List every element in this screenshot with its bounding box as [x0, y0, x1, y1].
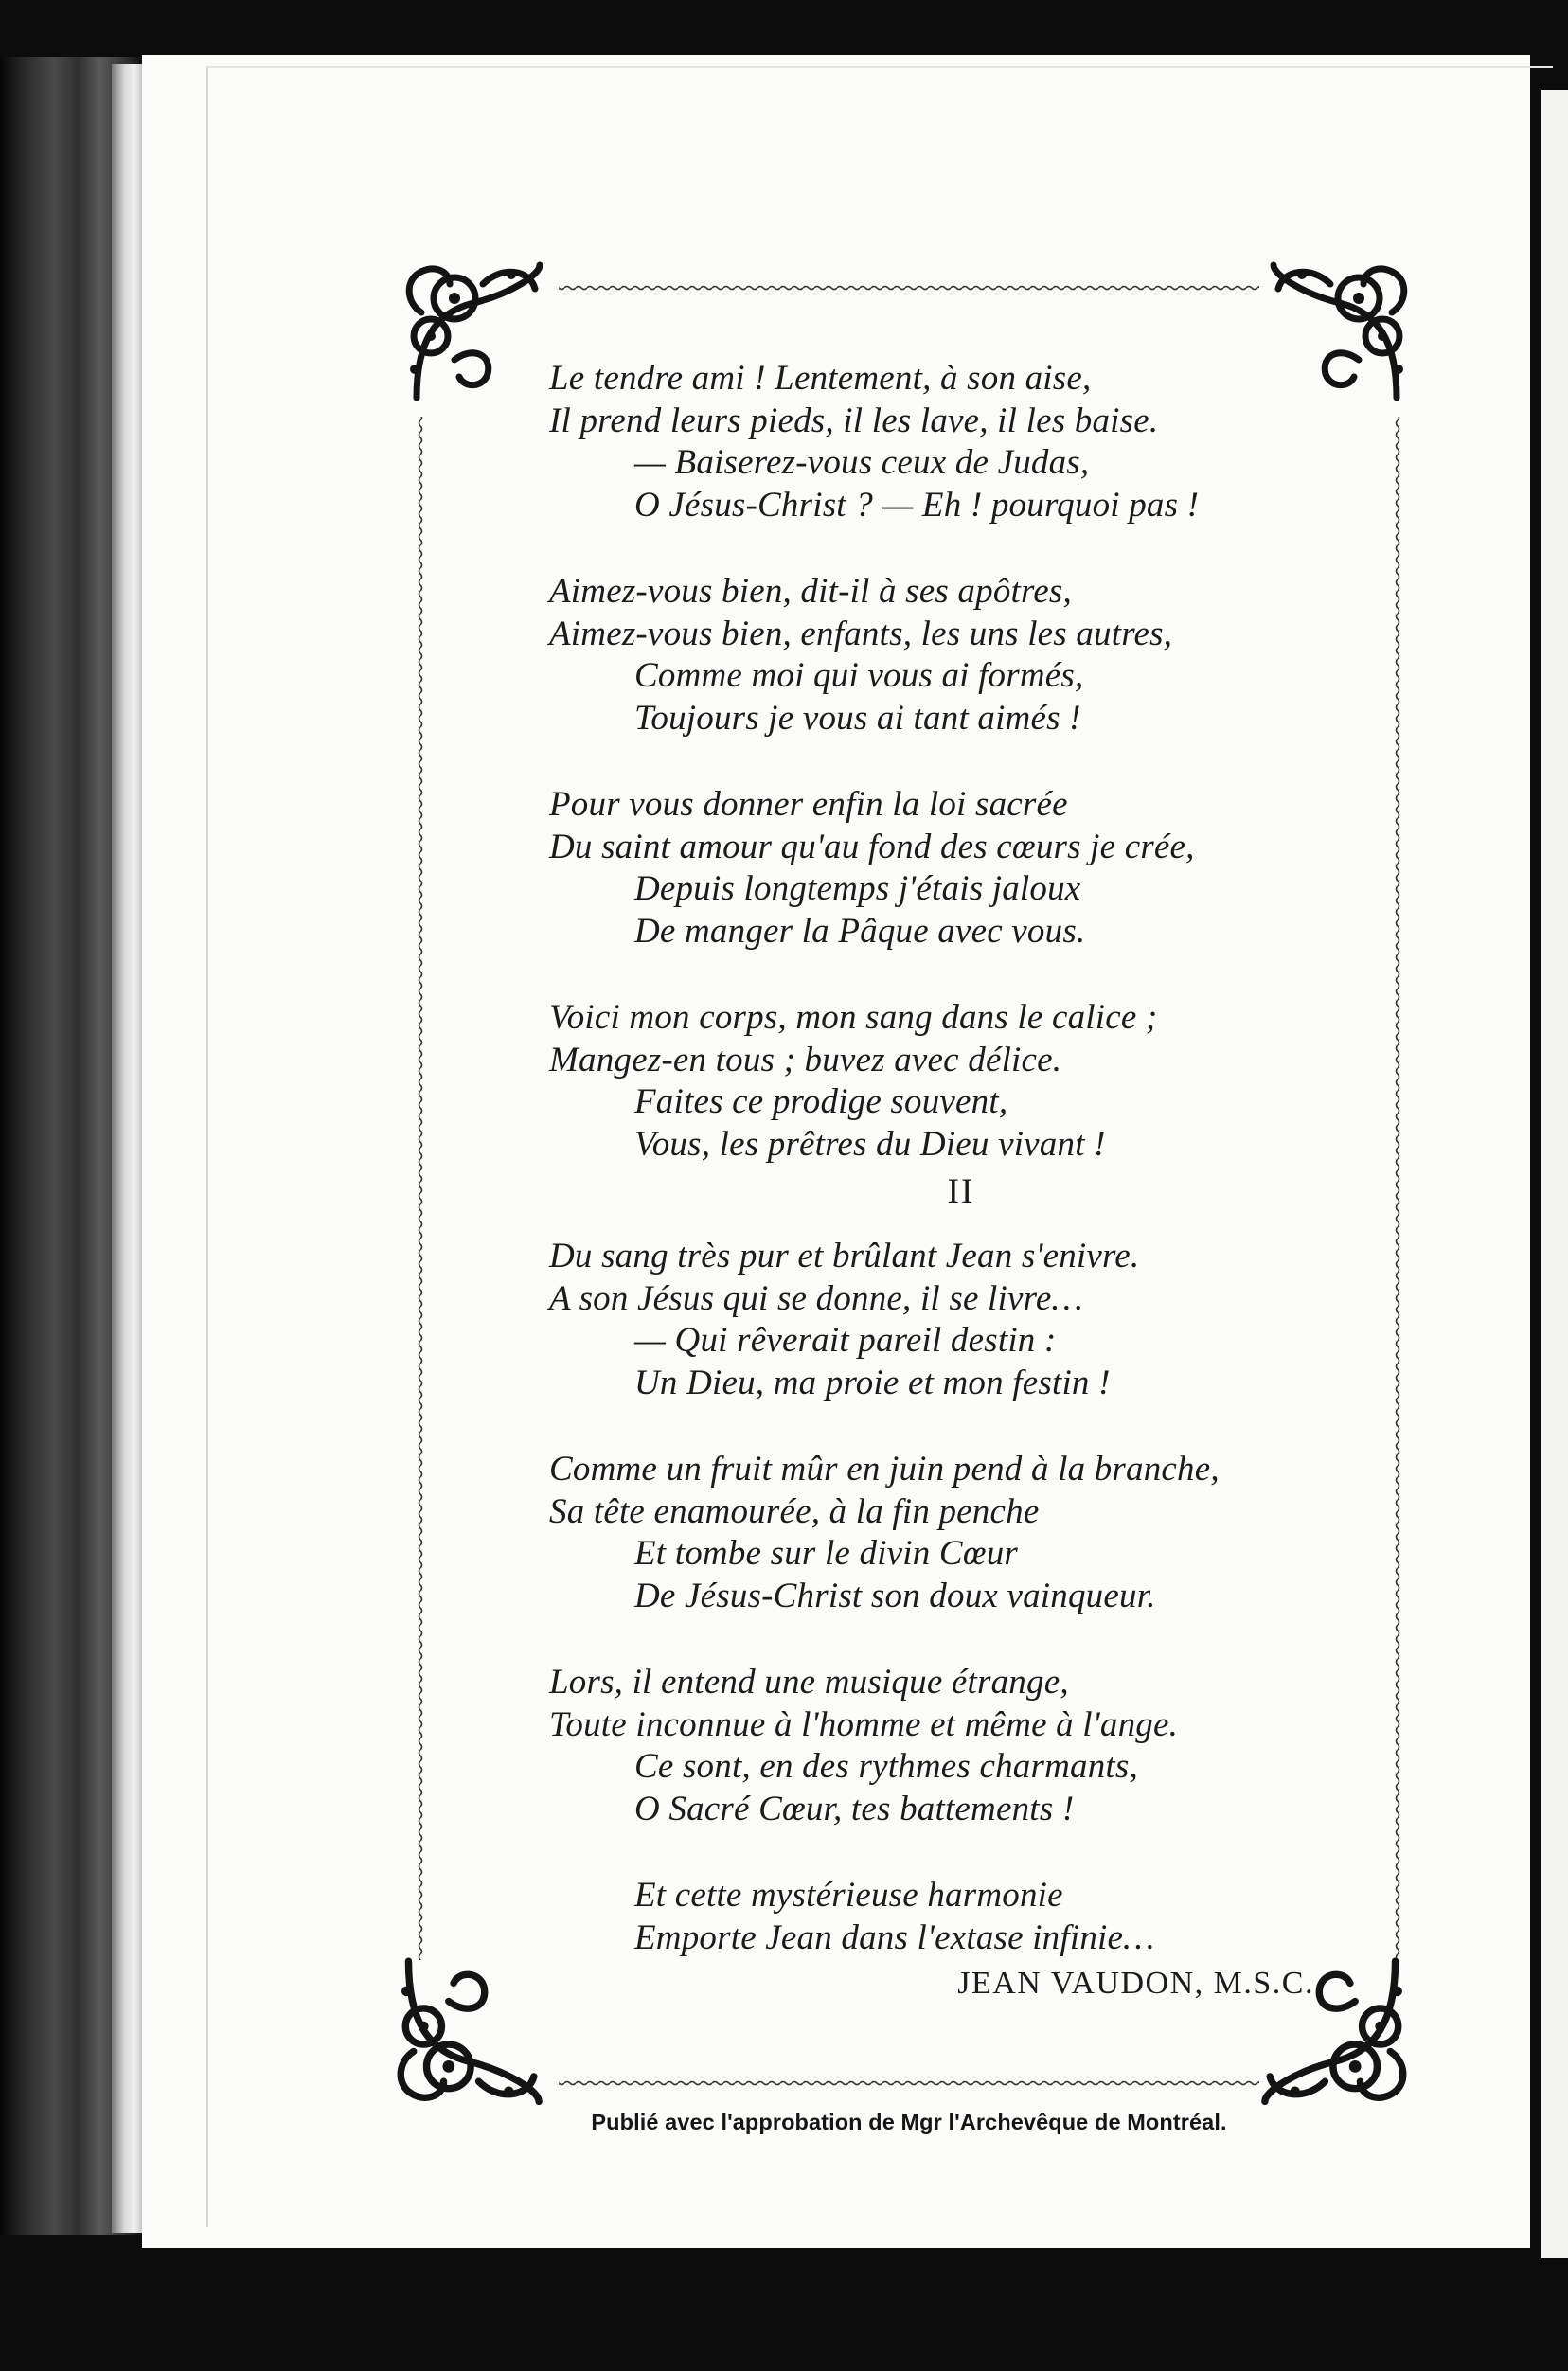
- verse-line: Comme un fruit mûr en juin pend à la branche,: [549, 1450, 1220, 1489]
- imprimatur-note: Publié avec l'approbation de Mgr l'Archevêque de Montréal.: [591, 2110, 1227, 2134]
- verse-line: O Jésus-Christ ? — Eh ! pourquoi pas !: [634, 485, 1200, 525]
- verse-line: Aimez-vous bien, enfants, les uns les autres,: [549, 614, 1173, 653]
- corner-ornament-top-left: [398, 256, 549, 417]
- verse-line: Emporte Jean dans l'extase infinie…: [634, 1917, 1155, 1957]
- verse-line: Sa tête enamourée, à la fin penche: [549, 1491, 1040, 1531]
- author-signature: JEAN VAUDON, M.S.C.: [957, 1966, 1314, 2001]
- corner-ornament-bottom-left: [388, 1941, 549, 2112]
- poem-text: [549, 358, 1363, 2006]
- stanza: [549, 1236, 1363, 1404]
- verse-line: Toute inconnue à l'homme et même à l'ange.: [549, 1704, 1179, 1744]
- verse-line: Un Dieu, ma proie et mon festin !: [634, 1363, 1111, 1402]
- verse-line: Pour vous donner enfin la loi sacrée: [549, 785, 1068, 824]
- verse-line: Et cette mystérieuse harmonie: [634, 1876, 1063, 1915]
- verse-line: Toujours je vous ai tant aimés !: [634, 698, 1081, 738]
- verse-line: Depuis longtemps j'étais jaloux: [634, 869, 1081, 908]
- verse-line: — Baiserez-vous ceux de Judas,: [634, 443, 1090, 482]
- stanza: [549, 571, 1363, 740]
- verse-line: Du saint amour qu'au fond des cœurs je crée,: [549, 827, 1195, 866]
- verse-line: Faites ce prodige souvent,: [634, 1082, 1008, 1121]
- verse-line: O Sacré Cœur, tes battements !: [634, 1789, 1075, 1828]
- stanza: [549, 358, 1363, 526]
- verse-line: Ce sont, en des rythmes charmants,: [634, 1747, 1138, 1786]
- stanza: [549, 997, 1363, 1166]
- section-numeral: II: [947, 1172, 975, 1211]
- verse-line: De Jésus-Christ son doux vainqueur.: [634, 1576, 1156, 1615]
- verse-line: Comme moi qui vous ai formés,: [634, 656, 1084, 695]
- verse-line: Vous, les prêtres du Dieu vivant !: [634, 1124, 1106, 1164]
- stanza: [549, 784, 1363, 953]
- verse-line: Et tombe sur le divin Cœur: [634, 1534, 1018, 1573]
- verse-line: A son Jésus qui se donne, il se livre…: [549, 1278, 1083, 1318]
- verse-line: Voici mon corps, mon sang dans le calice ;: [549, 998, 1158, 1037]
- verse-line: Du sang très pur et brûlant Jean s'enivre.: [549, 1237, 1140, 1275]
- page-edges: [112, 64, 144, 2233]
- verse-line: Lors, il entend une musique étrange,: [549, 1663, 1069, 1702]
- stanza: [549, 1662, 1363, 1830]
- stanza: [549, 1875, 1363, 1959]
- verse-line: Le tendre ami ! Lentement, à son aise,: [549, 359, 1092, 398]
- verse-line: De manger la Pâque avec vous.: [634, 911, 1086, 951]
- verse-line: Mangez-en tous ; buvez avec délice.: [549, 1040, 1062, 1079]
- verse-line: — Qui rêverait pareil destin :: [634, 1321, 1057, 1360]
- stanza: [549, 1449, 1363, 1617]
- verse-line: Il prend leurs pieds, il les lave, il les baise.: [549, 401, 1159, 440]
- verse-line: Aimez-vous bien, dit-il à ses apôtres,: [549, 572, 1072, 611]
